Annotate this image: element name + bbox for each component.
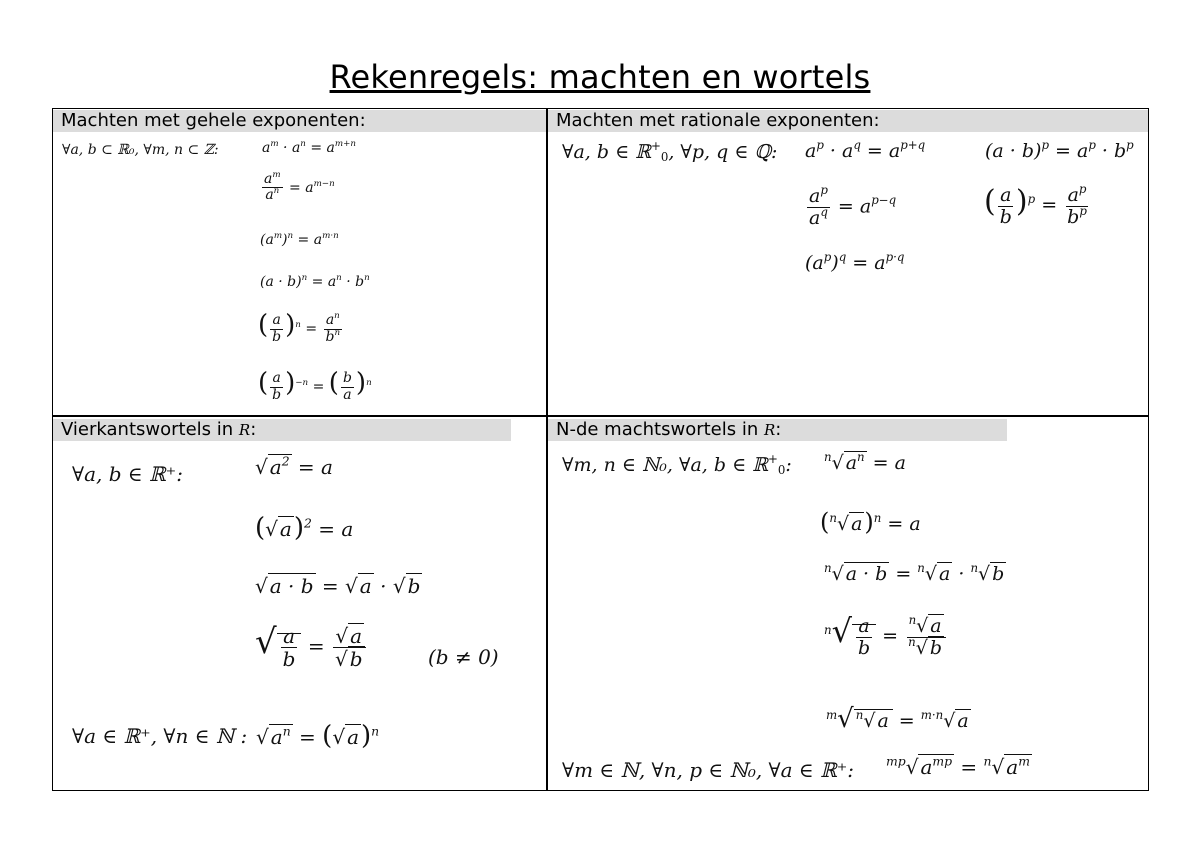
q2-quantifier: ∀a, b ∈ ℝ+$_0$, ∀p, q ∈ ℚ: xyxy=(562,138,778,164)
q3-rule-sqrt-power: √ $a^n$ = (√ a)$^n$ xyxy=(256,721,380,751)
q2-quantifier-head: ∀a, b ∈ ℝ xyxy=(562,141,651,163)
header-nde-machtswortels-text: N-de machtswortels in xyxy=(556,419,759,440)
header-rationale-exponenten-text: Machten met rationale exponenten: xyxy=(556,110,880,131)
q3-rule-square-sqrt: (√ a)$^2$ = a xyxy=(255,513,354,543)
q4-rule-power-root: ($^n$√ a)$^n$ = a xyxy=(820,508,921,536)
q2-rule-power-of-power: $(a^p)^q = a^{p\cdot q}$ xyxy=(805,249,905,274)
q2-rule-product: $a^p \cdot a^q = a^{p+q}$ xyxy=(805,137,926,162)
header-rationale-exponenten xyxy=(548,110,1148,132)
column-divider xyxy=(546,108,548,791)
q2-quantifier-tail: , ∀p, q ∈ ℚ: xyxy=(668,141,778,163)
q4-rule-root-power: $^n$√ $a^n = a$ xyxy=(824,449,906,474)
q1-rule-negative-exponent: ( $\frac{a}{b}$ )$^{-n}$ = ( $\frac{b}{a}$ )$^n$ xyxy=(258,368,372,403)
q4-rule-root-product: $^n$√ a · b = $^n$√ a · $^n$√ b xyxy=(824,560,1005,585)
header-nde-machtswortels-colon: : xyxy=(775,419,782,440)
header-vierkantswortels-colon: : xyxy=(250,419,257,440)
header-vierkantswortels xyxy=(53,419,511,441)
header-nde-machtswortels-set: R xyxy=(764,421,776,439)
q3-quantifier-last: ∀a ∈ ℝ⁺, ∀n ∈ ℕ : xyxy=(72,724,248,748)
q3-rule-sqrt-square: √ $a^2 = a$ xyxy=(255,453,333,479)
header-nde-machtswortels xyxy=(548,419,1007,441)
q2-rule-power-of-quotient: ( $\frac{a}{b}$ )$^p$ = $\frac{a^p}{b^p}$ xyxy=(984,181,1087,228)
header-vierkantswortels-set: R xyxy=(238,421,251,439)
q4-quantifier-tail: : xyxy=(785,454,792,476)
q4-rule-simplify-root: $^{mp}$√ $a^{mp} = ^n√$ $a^m$ xyxy=(886,753,1030,779)
q3-rule-sqrt-product: √ a · b = √ a · √ b xyxy=(255,574,421,598)
q1-rule-power-of-power: $(a^m)^n = a^{m\cdot n}$ xyxy=(260,230,339,248)
q1-quantifier: ∀a, b ⊂ ℝ₀, ∀m, n ⊂ ℤ: xyxy=(62,142,219,158)
q2-rule-power-of-product: $(a \cdot b)^p = a^p \cdot b^p$ xyxy=(985,137,1134,162)
header-gehele-exponenten xyxy=(53,110,546,132)
q4-quantifier-head: ∀m, n ∈ ℕ₀, ∀a, b ∈ ℝ xyxy=(562,454,768,476)
q1-rule-quotient: $\frac{a^m}{a^n}$ = $a^{m-n}$ xyxy=(264,169,335,204)
q4-quantifier-last: ∀m ∈ ℕ, ∀n, p ∈ ℕ₀, ∀a ∈ ℝ⁺: xyxy=(562,758,854,782)
q4-quantifier: ∀m, n ∈ ℕ₀, ∀a, b ∈ ℝ+$_0$: xyxy=(562,451,792,477)
q4-rule-root-of-root: $^m$√ $^n$√ a = $^{m\cdot n}$√ a xyxy=(826,704,969,734)
header-vierkantswortels-text: Vierkantswortels in xyxy=(61,419,234,440)
q2-rule-quotient: $\frac{a^p}{a^q}$ = $a^{p-q}$ xyxy=(809,182,897,229)
page-title: Rekenregels: machten en wortels xyxy=(329,58,871,96)
q3-rule-sqrt-quotient: √ $\frac{a}{b}$ = $\frac{√ a}{√ b}$ xyxy=(255,622,369,670)
header-gehele-exponenten-text: Machten met gehele exponenten: xyxy=(61,110,366,131)
q3-condition: (b ≠ 0) xyxy=(428,645,499,669)
q1-rule-power-of-quotient: ( $\frac{a}{b}$ )$^n$ = $\frac{a^n}{b^n}$ xyxy=(258,310,341,345)
q4-rule-root-quotient: $^n$√ $\frac{a}{b}$ = $\frac{^n√ a}{^n√ b}$ xyxy=(824,612,948,658)
row-divider xyxy=(52,415,1149,417)
q1-rule-power-of-product: $(a \cdot b)^n = a^n \cdot b^n$ xyxy=(260,272,370,290)
q1-rule-product: $a^m \cdot a^n = a^{m+n}$ xyxy=(262,138,356,156)
q3-quantifier: ∀a, b ∈ ℝ⁺: xyxy=(72,462,183,486)
